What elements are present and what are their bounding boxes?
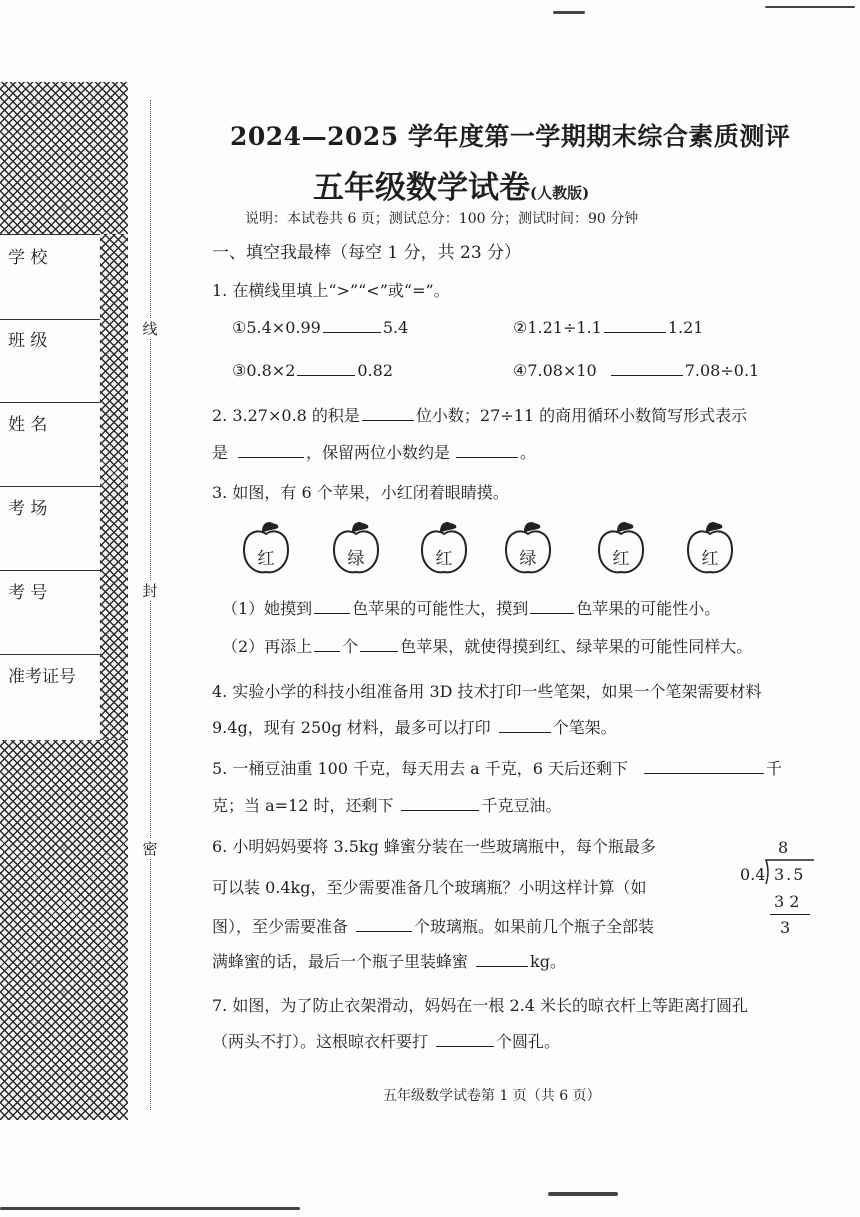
exam-room-field[interactable] xyxy=(0,486,100,571)
name-field[interactable] xyxy=(0,402,100,487)
q3-s2-b: 个 xyxy=(342,637,359,656)
q3-s1-b: 色苹果的可能性大，摸到 xyxy=(352,599,529,618)
division-rule xyxy=(770,914,810,915)
school-label: 学 校 xyxy=(8,248,48,268)
q3-s1-c: 色苹果的可能性小。 xyxy=(576,599,721,618)
scan-mark xyxy=(553,11,585,14)
q3-s2-a: （2）再添上 xyxy=(222,637,313,656)
answer-blank[interactable] xyxy=(401,796,479,811)
admission-ticket-label: 准考证号 xyxy=(8,667,76,687)
answer-blank[interactable] xyxy=(499,718,551,733)
q1-item-a xyxy=(232,318,408,337)
answer-blank[interactable] xyxy=(456,443,518,458)
q3-stem: 3. 如图，有 6 个苹果，小红闭着眼睛摸。 xyxy=(212,483,509,502)
exam-number-field[interactable] xyxy=(0,570,100,655)
division-quotient: 8 xyxy=(778,838,789,857)
seal-char-seal: 封 xyxy=(142,582,158,600)
apple xyxy=(240,520,292,578)
answer-blank[interactable] xyxy=(436,1032,494,1047)
edition-label: (人教版) xyxy=(530,184,590,202)
q4-line1: 4. 实验小学的科技小组准备用 3D 技术打印一些笔架，如果一个笔架需要材料 xyxy=(212,682,762,701)
q1b-left: ②1.21÷1.1 xyxy=(513,318,602,337)
answer-blank[interactable] xyxy=(297,361,355,376)
q7-line2 xyxy=(212,1029,560,1052)
q6-line3a: 图），至少需要准备 xyxy=(212,917,349,936)
division-product: 3 2 xyxy=(774,892,800,911)
binding-hatch xyxy=(0,740,128,1120)
q5-line1a: 5. 一桶豆油重 100 千克，每天用去 a 千克，6 天后还剩下 xyxy=(212,759,629,778)
q5-line2b: 千克豆油。 xyxy=(481,796,562,815)
exam-subtitle xyxy=(313,162,589,207)
q3-s1-a: （1）她摸到 xyxy=(222,599,313,618)
scan-mark xyxy=(765,6,855,8)
subtitle-text: 五年级数学试卷 xyxy=(313,170,530,206)
q2-part4: ，保留两位小数约是 xyxy=(306,443,451,462)
long-division-figure xyxy=(740,838,818,948)
apple-color-label: 红 xyxy=(612,549,630,569)
q1d-left: ④7.08×10 xyxy=(513,361,597,380)
class-field[interactable] xyxy=(0,318,100,403)
answer-blank[interactable] xyxy=(314,637,340,652)
division-dividend: 3.5 xyxy=(774,865,806,884)
page-footer: 五年级数学试卷第 1 页（共 6 页） xyxy=(383,1088,601,1104)
q1-item-d xyxy=(513,361,759,380)
q6-line2: 可以装 0.4kg，至少需要准备几个玻璃瓶？小明这样计算（如 xyxy=(212,878,647,897)
q2-part5: 。 xyxy=(520,443,537,462)
q5-line1b: 千 xyxy=(766,759,783,778)
q4-line2b: 个笔架。 xyxy=(552,718,617,737)
apple xyxy=(330,520,382,578)
seal-char-line: 线 xyxy=(142,320,158,338)
apple-color-label: 绿 xyxy=(347,549,365,569)
exam-title: 2024—2025 学年度第一学期期末综合素质测评 xyxy=(230,122,791,151)
q2-part2: 位小数；27÷11 的商用循环小数简写形式表示 xyxy=(415,406,748,425)
q1a-right: 5.4 xyxy=(382,318,409,337)
section-heading: 一、填空我最棒（每空 1 分，共 23 分） xyxy=(212,243,522,263)
q4-line2a: 9.4g，现有 250g 材料，最多可以打印 xyxy=(212,718,491,737)
q3-s2-c: 色苹果，就使得摸到红、绿苹果的可能性同样大。 xyxy=(400,637,753,656)
seal-line xyxy=(150,100,151,1110)
q1b-right: 1.21 xyxy=(667,318,704,337)
q6-line1: 6. 小明妈妈要将 3.5kg 蜂蜜分装在一些玻璃瓶中，每个瓶最多 xyxy=(212,837,656,856)
apple-color-label: 红 xyxy=(257,549,275,569)
q3-sub1 xyxy=(222,596,720,619)
q6-line3b: 个玻璃瓶。如果前几个瓶子全部装 xyxy=(414,917,655,936)
apple xyxy=(595,520,647,578)
binding-hatch xyxy=(100,234,128,740)
q6-line4b: kg。 xyxy=(530,952,566,971)
q2-part3: 是 xyxy=(212,443,229,462)
apple-color-label: 红 xyxy=(701,549,719,569)
q1c-right: 0.82 xyxy=(357,361,393,380)
q1d-right: 7.08÷0.1 xyxy=(684,361,760,380)
answer-blank[interactable] xyxy=(360,637,398,652)
division-divisor: 0.4 xyxy=(740,865,766,884)
q6-line3 xyxy=(212,914,654,937)
apple-color-label: 红 xyxy=(435,549,453,569)
q7-line2b: 个圆孔。 xyxy=(496,1032,561,1051)
apple xyxy=(418,520,470,578)
q3-sub2 xyxy=(222,634,752,657)
answer-blank[interactable] xyxy=(530,599,574,614)
answer-blank[interactable] xyxy=(238,443,304,458)
q6-line4 xyxy=(212,949,566,972)
scan-mark xyxy=(548,1192,618,1196)
scan-mark xyxy=(0,1207,300,1210)
q2-line1 xyxy=(212,403,747,426)
admission-ticket-field[interactable] xyxy=(0,654,100,738)
exam-number-label: 考 号 xyxy=(8,583,48,603)
answer-blank[interactable] xyxy=(314,599,350,614)
answer-blank[interactable] xyxy=(323,318,381,333)
answer-blank[interactable] xyxy=(476,952,528,967)
q1a-left: ①5.4×0.99 xyxy=(232,318,321,337)
school-field[interactable] xyxy=(0,234,100,320)
class-label: 班 级 xyxy=(8,331,48,351)
q5-line2a: 克；当 a=12 时，还剩下 xyxy=(212,796,394,815)
answer-blank[interactable] xyxy=(604,318,666,333)
binding-hatch xyxy=(0,82,128,234)
student-info-box xyxy=(0,234,100,740)
name-label: 姓 名 xyxy=(8,415,48,435)
q5-line2 xyxy=(212,793,562,816)
exam-room-label: 考 场 xyxy=(8,499,48,519)
q1-item-c xyxy=(232,361,393,380)
answer-blank[interactable] xyxy=(611,361,683,376)
seal-char-secret: 密 xyxy=(142,840,158,858)
exam-instructions: 说明：本试卷共 6 页；测试总分：100 分；测试时间：90 分钟 xyxy=(245,211,639,227)
answer-blank[interactable] xyxy=(362,406,414,421)
q1c-left: ③0.8×2 xyxy=(232,361,296,380)
q2-part1: 2. 3.27×0.8 的积是 xyxy=(212,406,360,425)
q7-line2a: （两头不打）。这根晾衣杆要打 xyxy=(212,1032,429,1051)
q5-line1 xyxy=(212,756,782,779)
apple xyxy=(502,520,554,578)
q2-line2 xyxy=(212,440,536,463)
apple xyxy=(684,520,736,578)
q6-line4a: 满蜂蜜的话，最后一个瓶子里装蜂蜜 xyxy=(212,952,469,971)
apple-color-label: 绿 xyxy=(519,549,537,569)
answer-blank[interactable] xyxy=(356,917,412,932)
division-remainder: 3 xyxy=(780,918,791,937)
q1-stem: 1. 在横线里填上“>”“<”或“=”。 xyxy=(212,281,450,300)
q7-line1: 7. 如图，为了防止衣架滑动，妈妈在一根 2.4 米长的晾衣杆上等距离打圆孔 xyxy=(212,996,748,1015)
q1-item-b xyxy=(513,318,703,337)
q4-line2 xyxy=(212,715,617,738)
answer-blank[interactable] xyxy=(644,759,764,774)
